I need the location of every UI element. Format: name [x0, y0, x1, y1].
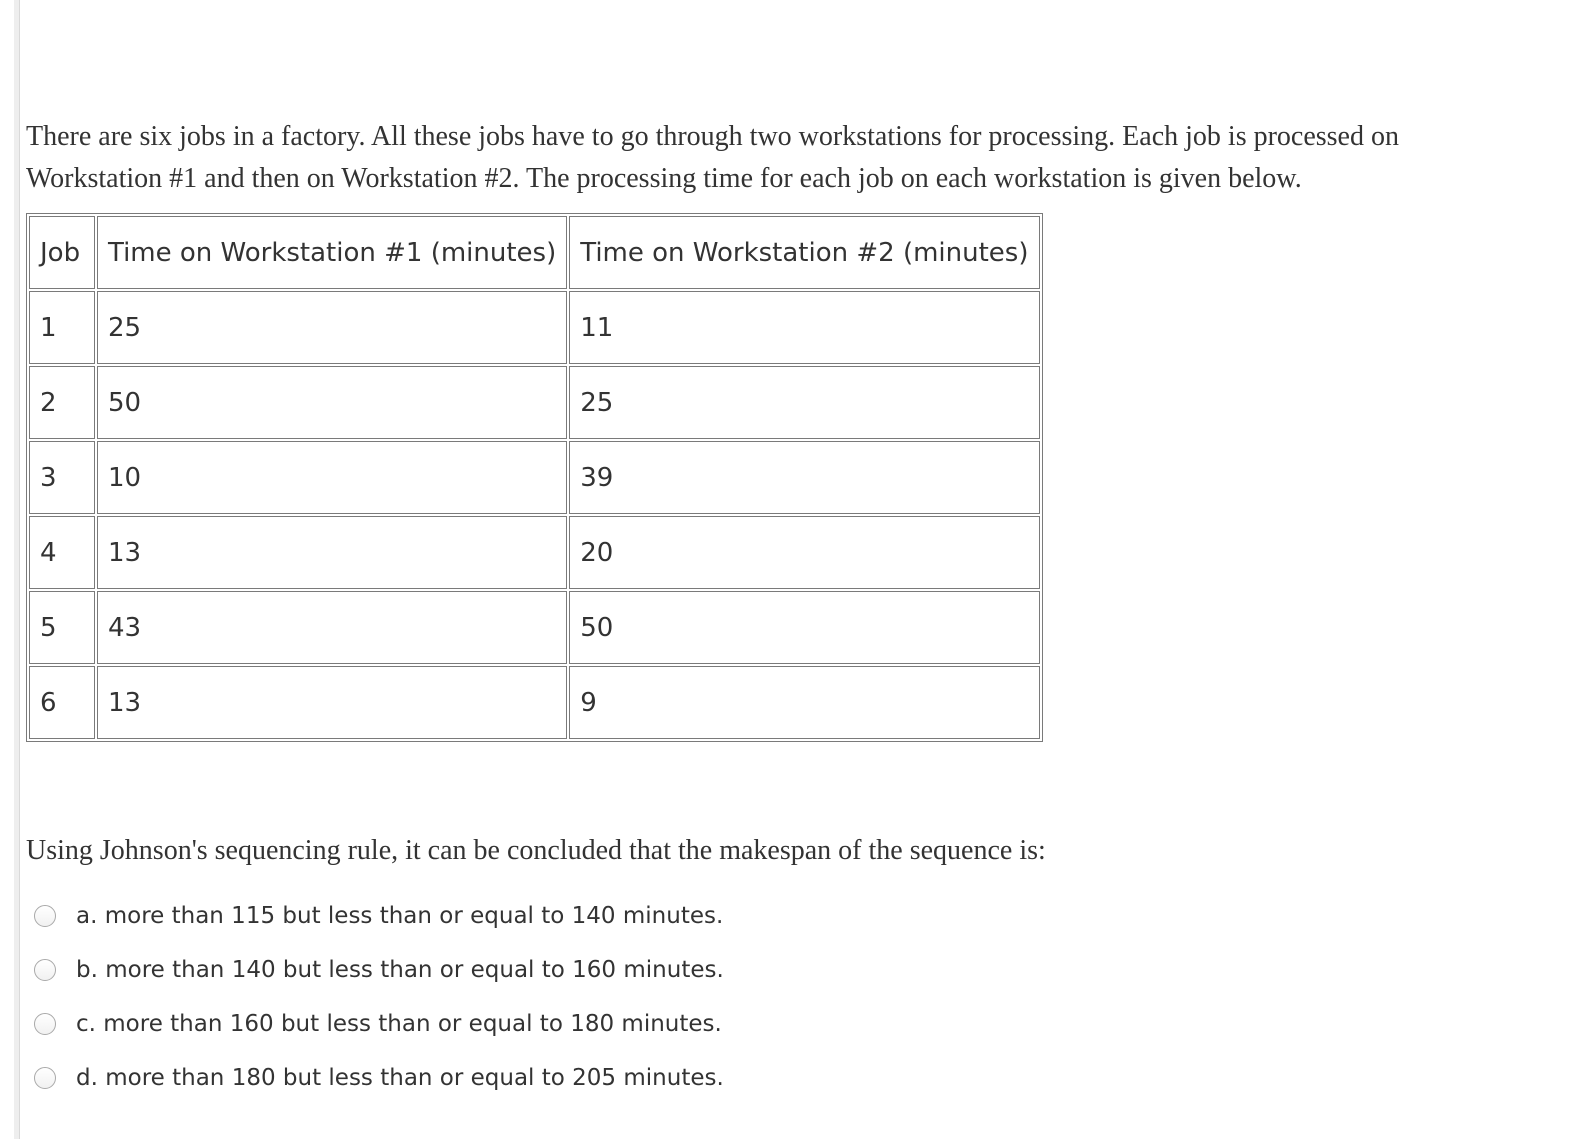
- table-header-row: [29, 216, 1040, 289]
- answer-option-label[interactable]: b. more than 140 but less than or equal to 160 minutes.: [76, 957, 724, 983]
- cell-job: 1: [29, 291, 95, 364]
- answer-option-d[interactable]: [34, 1051, 724, 1105]
- page-left-border: [14, 0, 20, 1139]
- answer-option-label[interactable]: d. more than 180 but less than or equal to 205 minutes.: [76, 1065, 724, 1091]
- cell-job: 6: [29, 666, 95, 739]
- answer-options: [34, 889, 724, 1105]
- cell-job: 5: [29, 591, 95, 664]
- cell-job: 4: [29, 516, 95, 589]
- radio-button-a[interactable]: [34, 905, 56, 927]
- cell-job: 2: [29, 366, 95, 439]
- answer-option-a[interactable]: [34, 889, 724, 943]
- cell-ws2-time: 39: [569, 441, 1039, 514]
- cell-ws1-time: 25: [97, 291, 567, 364]
- question-prompt: Using Johnson's sequencing rule, it can be concluded that the makespan of the sequence is:: [26, 835, 1046, 866]
- processing-time-table: [26, 213, 1043, 742]
- cell-ws1-time: 13: [97, 666, 567, 739]
- cell-ws1-time: 10: [97, 441, 567, 514]
- cell-job: 3: [29, 441, 95, 514]
- table-row: [29, 666, 1040, 739]
- radio-button-c[interactable]: [34, 1013, 56, 1035]
- problem-statement: There are six jobs in a factory. All these jobs have to go through two workstations for processing. Each job is processed on Workstation #1 and then on Workstation #2. The processing time for each job on each workstation is given below.: [26, 121, 1399, 194]
- cell-ws2-time: 25: [569, 366, 1039, 439]
- cell-ws2-time: 11: [569, 291, 1039, 364]
- answer-option-b[interactable]: [34, 943, 724, 997]
- table-row: [29, 516, 1040, 589]
- table-row: [29, 591, 1040, 664]
- header-workstation-2: Time on Workstation #2 (minutes): [569, 216, 1039, 289]
- answer-option-label[interactable]: c. more than 160 but less than or equal to 180 minutes.: [76, 1011, 722, 1037]
- cell-ws2-time: 9: [569, 666, 1039, 739]
- cell-ws1-time: 50: [97, 366, 567, 439]
- answer-option-label[interactable]: a. more than 115 but less than or equal to 140 minutes.: [76, 903, 724, 929]
- answer-option-c[interactable]: [34, 997, 724, 1051]
- cell-ws1-time: 13: [97, 516, 567, 589]
- table-row: [29, 291, 1040, 364]
- cell-ws2-time: 20: [569, 516, 1039, 589]
- radio-button-d[interactable]: [34, 1067, 56, 1089]
- cell-ws2-time: 50: [569, 591, 1039, 664]
- header-workstation-1: Time on Workstation #1 (minutes): [97, 216, 567, 289]
- radio-button-b[interactable]: [34, 959, 56, 981]
- table-row: [29, 441, 1040, 514]
- cell-ws1-time: 43: [97, 591, 567, 664]
- table-row: [29, 366, 1040, 439]
- header-job: Job: [29, 216, 95, 289]
